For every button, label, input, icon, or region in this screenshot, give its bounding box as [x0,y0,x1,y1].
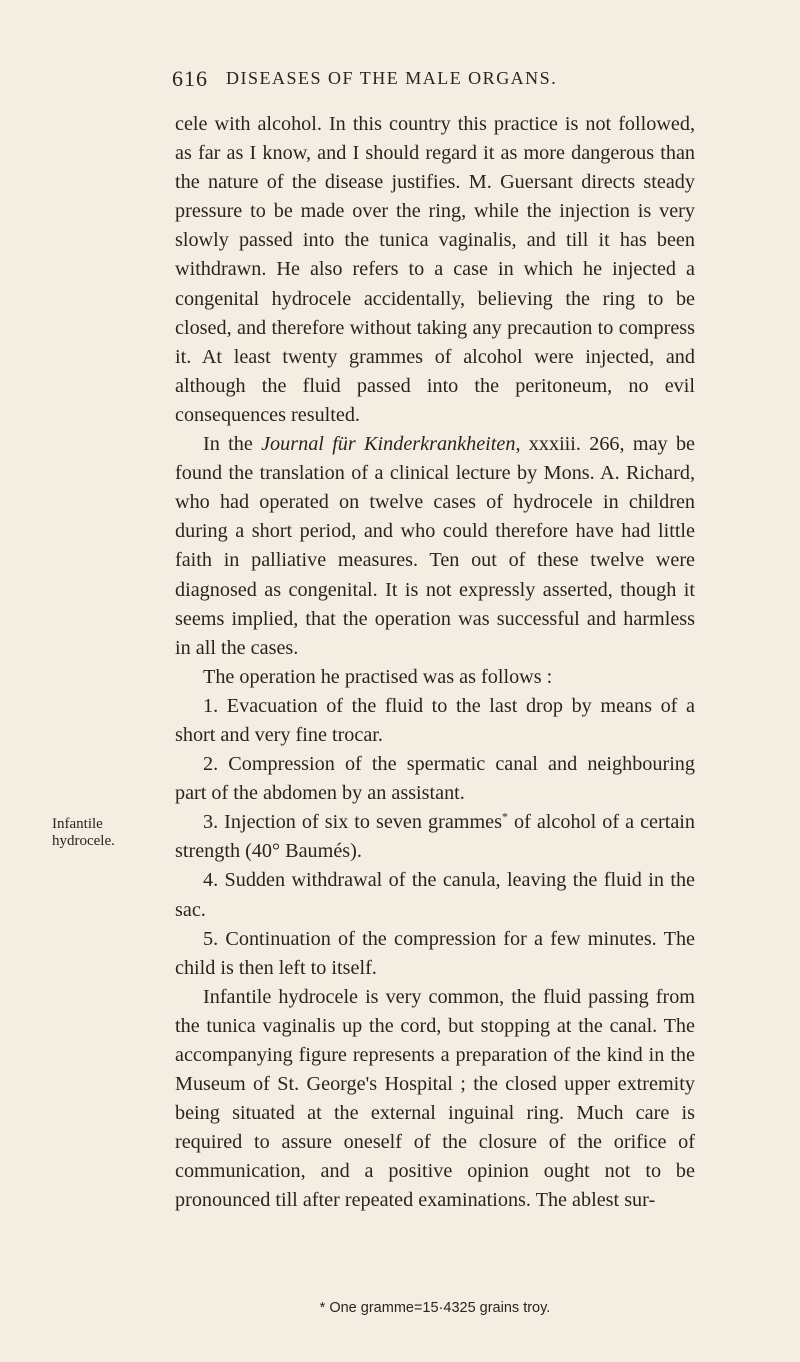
running-title: DISEASES OF THE MALE ORGANS. [226,68,558,88]
list-item: 1. Evacuation of the fluid to the last drop by means of a short and very fine trocar. [175,694,695,746]
text-run: of alcohol of a certain strength (40° Baumés). [175,811,695,863]
text-run: In the [203,433,262,456]
margin-note-line: Infantile [52,816,103,832]
page-number: 616 [172,66,208,91]
list-item: 5. Continuation of the compression for a few minutes. The child is then left to itself. [175,927,695,979]
paragraph: cele with alcohol. In this country this practice is not followed, as far as I know, and I should regard it as more dangerous than the nature of the disease justifies. M. Guersant directs steady pressure to be made over the ring, while the injection is very slowly passed into the tunica vaginalis, and till it has been withdrawn. He also refers to a case in which he injected a congenital hydrocele accidentally, believing the ring to be closed, and therefore without taking any precaution to compress it. At least twenty grammes of alcohol were injected, and although the fluid passed into the peritoneum, no evil consequences resulted. [175,113,695,426]
footnote-marker: * [502,809,508,824]
footnote: * One gramme=15·4325 grains troy. [319,1300,551,1316]
paragraph: The operation he practised was as follows : [203,665,553,688]
list-item [175,808,695,866]
text-run: 3. Injection of six to seven grammes [203,811,502,834]
paragraph [175,430,695,663]
journal-title: Journal für Kinderkrankheiten [261,433,516,456]
body-text [175,110,695,1216]
margin-note-line: hydrocele. [52,833,115,849]
list-item: 4. Sudden withdrawal of the canula, leaving the fluid in the sac. [175,869,695,921]
text-run: , xxxiii. 266, may be found the translation of a clinical lecture by Mons. A. Richard, who had operated on twelve cases of hydrocele in children during a short period, and who could therefore have had little faith in palliative measures. Ten out of these twelve were diagnosed as congenital. It is not expressly asserted, though it seems implied, that the operation was successful and harmless in all the cases. [175,433,695,659]
margin-note [52,816,162,850]
paragraph: Infantile hydrocele is very common, the fluid passing from the tunica vaginalis up the cord, but stopping at the canal. The accompanying figure represents a preparation of the kind in the Museum of St. George's Hospital ; the closed upper extremity being situated at the external inguinal ring. Much care is required to assure oneself of the closure of the orifice of communication, and a positive opinion ought not to be pronounced till after repeated examinations. The ablest sur- [175,985,695,1212]
list-item: 2. Compression of the spermatic canal and neighbouring part of the abdomen by an assistant. [175,753,695,805]
